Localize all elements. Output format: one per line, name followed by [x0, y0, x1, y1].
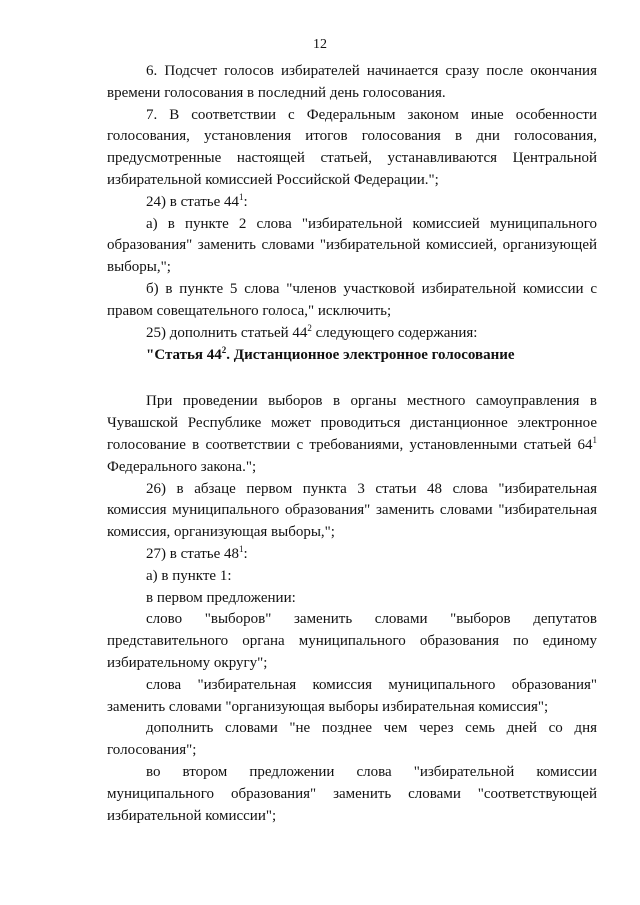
article-heading	[107, 344, 597, 366]
paragraph-item-27	[107, 544, 597, 566]
item-27-text: 27) в статье 48	[146, 545, 240, 562]
remote-voting-text: При проведении выборов в органы местного самоуправления в Чувашской Республике может проводиться дистанционное электронное голосование в соответствии с требованиями, установленными статьей 64	[107, 393, 597, 453]
paragraph-item-25	[107, 323, 597, 345]
item-27-superscript: 1	[239, 543, 244, 554]
item-27-tail: :	[243, 545, 248, 562]
paragraph-item-24	[107, 192, 597, 214]
item-25-tail: следующего содержания:	[311, 324, 478, 341]
item-24-tail: :	[243, 193, 248, 210]
spacer	[107, 366, 597, 391]
paragraph-item-27a: а) в пункте 1:	[146, 567, 232, 584]
paragraph-elections-word: слово "выборов" заменить словами "выборов депутатов представительного органа муниципального образования по единому избирательному округу";	[107, 611, 597, 671]
page-number: 12	[313, 37, 327, 52]
remote-voting-tail: Федерального закона.";	[107, 458, 257, 475]
paragraph-commission-words: слова "избирательная комиссия муниципального образования" заменить словами "организующая выборы избирательная комиссия";	[107, 676, 597, 715]
document-body	[107, 61, 597, 827]
paragraph-second-sentence: во втором предложении слова "избирательной комиссии муниципального образования" заменить словами "соответствующей избирательной комиссии";	[107, 763, 597, 824]
article-heading-text: "Статья 44	[146, 347, 222, 364]
paragraph-item-24b: б) в пункте 5 слова "членов участковой избирательной комиссии с правом совещательного голоса," исключить;	[107, 280, 597, 319]
paragraph-first-sentence: в первом предложении:	[146, 589, 296, 606]
item-24-text: 24) в статье 44	[146, 193, 240, 210]
remote-voting-superscript: 1	[592, 434, 597, 445]
item-25-superscript: 2	[307, 322, 312, 333]
paragraph-add-words: дополнить словами "не позднее чем через семь дней со дня голосования";	[107, 720, 597, 759]
paragraph-remote-voting	[107, 391, 597, 478]
paragraph-item-24a: а) в пункте 2 слова "избирательной комиссией муниципального образования" заменить словами "избирательной комиссией, организующей выборы,";	[107, 215, 597, 276]
item-25-text: 25) дополнить статьей 44	[146, 324, 308, 341]
paragraph-item-26: 26) в абзаце первом пункта 3 статьи 48 слова "избирательная комиссия муниципального образования" заменить словами "избирательная комиссия, организующая выборы,";	[107, 480, 597, 541]
paragraph-cec-specifics: 7. В соответствии с Федеральным законом иные особенности голосования, установления итогов голосования в дни голосования, предусмотренные настоящей статьей, устанавливаются Центральной избирательной комиссией Российской Федерации.";	[107, 106, 597, 188]
article-heading-title: . Дистанционное электронное голосование	[226, 347, 515, 364]
item-24-superscript: 1	[239, 191, 244, 202]
article-heading-superscript: 2	[221, 345, 227, 356]
paragraph-vote-count: 6. Подсчет голосов избирателей начинается сразу после окончания времени голосования в последний день голосования.	[107, 63, 597, 101]
